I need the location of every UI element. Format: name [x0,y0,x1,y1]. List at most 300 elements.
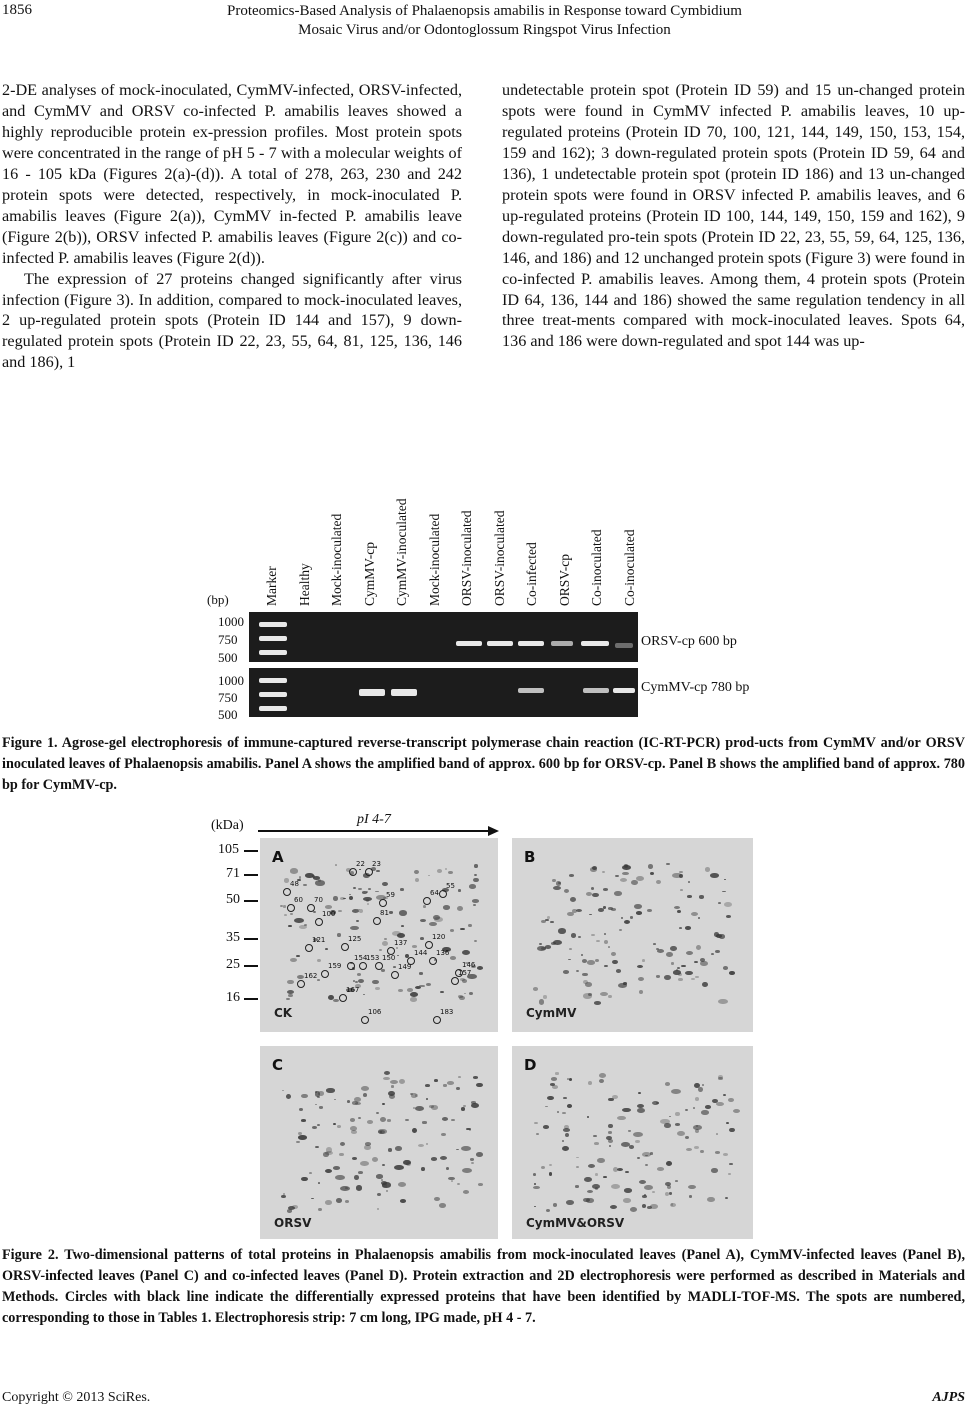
protein-spot [670,946,676,951]
protein-spot [414,870,419,874]
protein-spot [694,961,698,963]
protein-spot [303,884,306,886]
gel-panel-orsv [249,612,638,662]
marker-band [259,622,287,627]
identified-spot-circle [305,944,313,952]
protein-spot [679,927,682,929]
protein-spot [474,864,478,867]
protein-spot [461,1107,466,1111]
protein-spot [354,1175,360,1180]
pcr-band [456,641,482,646]
protein-spot [539,943,542,945]
protein-spot [718,1077,722,1080]
marker-band [259,692,287,697]
protein-spot [695,1129,699,1133]
protein-spot [571,933,576,937]
protein-spot [384,1071,390,1075]
lane-label: Co-inoculated [589,529,604,606]
protein-spot [674,906,681,909]
protein-spot [623,1198,631,1202]
protein-spot [603,906,606,908]
protein-spot [351,1130,357,1134]
spot-number: 154 [354,954,368,962]
pcr-band [518,688,544,693]
protein-spot [650,872,654,876]
protein-spot [595,959,599,962]
protein-spot [340,1186,350,1191]
protein-spot [451,1180,453,1182]
protein-spot [290,958,297,962]
protein-spot [624,1188,632,1192]
protein-spot [545,1106,548,1108]
identified-spot-circle [423,897,431,905]
protein-spot [457,906,463,911]
protein-spot [309,1172,312,1174]
protein-spot [705,867,710,871]
lane-label: ORSV-inoculated [459,510,474,606]
protein-spot [365,1142,371,1145]
protein-spot [666,1161,672,1166]
protein-spot [664,975,671,980]
protein-spot [301,1094,307,1098]
spot-number: 167 [346,986,360,994]
protein-spot [448,871,453,874]
protein-spot [592,893,599,898]
protein-spot [628,1130,631,1132]
protein-spot [581,954,584,956]
marker-band [259,650,287,655]
protein-spot [576,1157,579,1159]
protein-spot [689,1195,692,1198]
protein-spot [473,878,479,883]
protein-spot [387,1119,391,1121]
protein-spot [347,1100,351,1103]
protein-spot [426,1143,428,1145]
protein-spot [680,889,683,891]
protein-spot [669,1192,672,1194]
protein-spot [715,1151,720,1154]
marker-band [259,636,287,641]
protein-spot [382,1103,385,1106]
protein-spot [445,868,448,871]
protein-spot [592,866,597,870]
protein-spot [666,952,673,957]
protein-spot [565,1133,569,1137]
protein-spot [394,1165,404,1170]
protein-spot [399,1079,405,1084]
protein-spot [380,1131,383,1133]
mw-tick: 71 [226,866,240,881]
protein-spot [715,950,720,953]
protein-spot [356,920,360,922]
protein-spot [647,909,653,913]
protein-spot [534,1206,536,1208]
identified-spot-circle [375,962,383,970]
protein-spot [450,929,454,932]
protein-spot [550,921,553,923]
protein-spot [539,999,544,1004]
protein-spot [603,1176,607,1178]
protein-spot [337,933,342,937]
gel-panel-b [512,838,753,1032]
protein-spot [420,937,424,940]
gel-panel-a [260,838,498,1032]
protein-spot [575,1185,580,1188]
protein-spot [340,1142,346,1147]
protein-spot [687,895,691,898]
protein-spot [461,1146,471,1151]
protein-spot [440,991,444,993]
fig1-label-orsv: ORSV-cp 600 bp [641,634,737,649]
spot-number: 100 [322,910,336,918]
protein-spot [426,1098,428,1100]
panel-letter: C [272,1056,284,1074]
protein-spot [695,1097,699,1101]
protein-spot [630,1207,637,1212]
protein-spot [358,1117,361,1119]
protein-spot [287,980,294,985]
protein-spot [282,1090,284,1092]
panel-footer: ORSV [274,1216,312,1230]
protein-spot [386,1190,389,1192]
protein-spot [724,879,726,881]
protein-spot [621,917,623,919]
protein-spot [377,1193,382,1197]
protein-spot [301,1177,307,1182]
protein-spot [700,1150,704,1153]
protein-spot [696,945,701,950]
protein-spot [642,1204,646,1208]
protein-spot [712,1099,718,1103]
protein-spot [622,865,631,870]
protein-spot [576,1166,580,1168]
protein-spot [675,1123,680,1126]
fig2-pi-label: pI 4-7 [357,812,391,827]
protein-spot [553,1203,558,1207]
protein-spot [367,1120,373,1124]
protein-spot [642,959,646,962]
protein-spot [473,1076,478,1079]
protein-spot [678,973,681,976]
protein-spot [352,1157,357,1160]
pcr-band [581,641,609,646]
protein-spot [286,998,290,1000]
protein-spot [335,864,337,866]
protein-spot [433,915,440,920]
protein-spot [610,1205,617,1209]
protein-spot [562,1112,566,1114]
protein-spot [398,1182,406,1187]
fig1-tick: 750 [218,690,238,705]
protein-spot [534,1122,538,1124]
protein-spot [600,992,608,996]
protein-spot [474,874,477,876]
lane-label: Mock-inoculated [426,513,442,606]
mw-tick: 25 [226,957,240,972]
protein-spot [281,1195,287,1199]
protein-spot [336,1198,342,1203]
protein-spot [379,949,382,951]
protein-spot [676,969,678,971]
protein-spot [694,1146,699,1149]
identified-spot-circle [283,888,291,896]
protein-spot [434,1079,438,1082]
pcr-band [583,688,609,693]
spot-number: 22 [356,860,365,868]
protein-spot [584,1177,592,1182]
protein-spot [431,1157,437,1160]
protein-spot [549,1172,553,1175]
figure-2-caption: Figure 2. Two-dimensional patterns of total proteins in Phalaenopsis amabilis from mock-inoculated leaves (Panel A), CymMV-infected leaves (Panel B), ORSV-infected leaves (Panel C) and co-infected leaves (Panel D). Protein extraction and 2D electrophoresis were performed as described in Materials and Methods. Circles with black line indicate the differentially expressed proteins that have been identified by MADLI-TOF-MS. The spots are numbered, corresponding to those in Tables 1. Electrophoresis strip: 7 cm long, IPG made, pH 4 - 7. [2,1247,965,1326]
spot-number: 59 [386,891,395,899]
identified-spot-circle [349,868,357,876]
protein-spot [572,909,577,913]
protein-spot [410,992,418,997]
protein-spot [685,1136,689,1139]
protein-spot [391,1085,394,1087]
protein-spot [372,1157,378,1162]
protein-spot [288,925,291,927]
protein-spot [537,946,546,951]
protein-spot [710,873,720,878]
protein-spot [657,1167,664,1171]
protein-spot [358,888,362,890]
spot-number: 162 [304,972,318,980]
protein-spot [319,1106,323,1108]
protein-spot [362,891,367,894]
protein-spot [333,896,338,900]
protein-spot [401,925,404,927]
protein-spot [283,905,286,907]
protein-spot [437,869,442,873]
protein-spot [622,872,629,876]
protein-spot [546,1209,551,1213]
protein-spot [677,910,681,913]
spot-number: 121 [312,936,326,944]
protein-spot [685,971,693,976]
protein-spot [593,1135,597,1138]
identified-spot-circle [315,918,323,926]
protein-spot [563,1097,567,1100]
protein-spot [450,956,456,960]
protein-spot [634,904,642,909]
protein-spot [284,878,289,882]
protein-spot [617,1116,626,1121]
protein-spot [562,1140,564,1142]
protein-spot [648,864,654,869]
right-column [502,80,965,352]
protein-spot [456,1087,459,1090]
protein-spot [545,945,551,948]
protein-spot [393,966,397,968]
protein-spot [315,1104,317,1106]
protein-spot [325,1200,332,1205]
paragraph: The expression of 27 proteins changed significantly after virus infection (Figure 3). In addition, compared to mock-inoculated leaves, 2 up-regulated protein spots (Protein ID 144 and 157), 9 down-regulated protein spots (Protein ID 22, 23, 55, 64, 81, 125, 136, 146 and 186), 1 [2,269,462,372]
protein-spot [569,948,572,950]
protein-spot [553,886,561,890]
identified-spot-circle [287,904,295,912]
protein-spot [419,972,423,974]
running-title-line2: Mosaic Virus and/or Odontoglossum Ringspot Virus Infection [298,22,671,38]
protein-spot [558,882,561,884]
protein-spot [464,993,467,995]
protein-spot [415,986,421,989]
protein-spot [462,950,470,955]
protein-spot [562,1146,569,1151]
protein-spot [552,1085,558,1089]
protein-spot [533,1173,537,1176]
protein-spot [363,1093,367,1097]
protein-spot [553,940,562,945]
protein-spot [729,1163,733,1166]
protein-spot [469,992,473,995]
protein-spot [372,980,378,985]
protein-spot [389,911,394,914]
protein-spot [292,1205,298,1209]
protein-spot [375,891,379,893]
protein-spot [294,918,304,923]
protein-spot [547,916,551,919]
spot-number: 64 [430,889,439,897]
protein-spot [472,899,479,903]
protein-spot [599,1073,606,1078]
spot-number: 120 [432,933,446,941]
protein-spot [460,978,465,981]
protein-spot [311,1198,314,1200]
paragraph: undetectable protein spot (Protein ID 59) and 15 un-changed protein spots were found in CymMV infected P. amabilis leaves, 10 up-regulated proteins (Protein ID 70, 100, 121, 144, 149, 150, 153, 154, 159 and 162); 3 down-regulated protein spots (Protein ID 59, 64 and 136), 1 undetectable protein spot (protein ID 186) and 13 un-changed protein spots were found in ORSV infected P. amabilis leaves, and 6 up-regulated proteins (Protein ID 100, 144, 149, 150, 159 and 162), 9 down-regulated pro-tein spots (Protein ID 22, 23, 55, 59, 64, 125, 136, 146, and 186) and 12 unchanged protein spots (Figure 3) were found in co-infected P. amabilis leaves. Among them, 4 protein spots (Protein ID 64, 136, 144 and 186) showed the same regulation tendency in all three treat-ments compared with mock-inoculated leaves. Spots 64, 136 and 186 were down-regulated and spot 144 was up- [502,81,965,351]
protein-spot [333,1166,340,1170]
protein-spot [358,1171,363,1174]
protein-spot [596,940,600,942]
left-column [2,80,462,373]
protein-spot [367,903,369,905]
protein-spot [380,1117,386,1122]
protein-spot [591,934,595,936]
protein-spot [733,1109,741,1113]
protein-spot [576,909,582,912]
protein-spot [543,1125,549,1129]
protein-spot [702,1084,704,1086]
protein-spot [623,982,627,985]
protein-spot [598,908,604,912]
protein-spot [363,994,365,996]
protein-spot [647,1206,652,1209]
protein-spot [458,995,463,998]
panel-footer: CK [274,1006,293,1020]
protein-spot [639,990,643,994]
protein-spot [318,1208,322,1211]
protein-spot [361,1086,369,1091]
identified-spot-circle [439,890,447,898]
lane-label: ORSV-inoculated [491,510,507,606]
protein-spot [671,1089,681,1094]
protein-spot [723,1094,726,1096]
protein-spot [400,1199,406,1203]
pcr-band [615,643,633,648]
protein-spot [457,1183,460,1186]
protein-spot [376,1112,379,1114]
protein-spot [412,1128,417,1133]
pi-arrow [258,825,500,837]
protein-spot [549,1164,552,1166]
figure-1-caption: Figure 1. Agrose-gel electrophoresis of immune-captured reverse-transcript polymerase chain reaction (IC-RT-PCR) prod-ucts from CymMV and/or ORSV inoculated leaves of Phalaenopsis amabilis. Panel A shows the amplified band of approx. 600 bp for ORSV-cp. Panel B shows the amplified band of approx. 780 bp for CymMV-cp. [2,735,965,793]
protein-spot [657,949,664,953]
protein-spot [299,1108,303,1111]
protein-spot [469,884,476,889]
protein-spot [359,869,361,871]
pcr-band [551,641,573,646]
spot-number: 157 [458,969,472,977]
pcr-band [487,641,513,646]
protein-spot [588,1164,595,1168]
spot-number: 146 [462,961,476,969]
protein-spot [376,870,380,872]
protein-spot [296,955,300,957]
protein-spot [298,1135,307,1140]
protein-spot [671,962,674,964]
protein-spot [636,876,644,881]
protein-spot [477,966,483,970]
protein-spot [670,1203,676,1207]
protein-spot [616,969,621,972]
protein-spot [389,1094,395,1099]
protein-spot [312,1126,317,1129]
protein-spot [711,1168,718,1172]
protein-spot [638,1092,641,1094]
protein-spot [440,1156,447,1160]
protein-spot [691,978,695,980]
protein-spot [358,979,364,983]
identified-spot-circle [347,962,355,970]
spot-number: 153 [366,954,380,962]
protein-spot [620,878,627,882]
spot-number: 183 [440,1008,454,1016]
protein-spot [675,1112,679,1116]
protein-spot [615,875,619,877]
identified-spot-circle [451,977,459,985]
protein-spot [637,1157,640,1159]
protein-spot [681,965,686,967]
protein-spot [686,1148,693,1152]
protein-spot [630,916,633,918]
lane-label: ORSV-cp [556,553,572,606]
identified-spot-circle [339,994,347,1002]
protein-spot [428,875,430,877]
protein-spot [395,1146,402,1151]
protein-spot [724,902,732,907]
protein-spot [317,1124,320,1126]
lane-label: Co-infected [524,542,539,606]
pcr-band [359,689,385,696]
protein-spot [644,1185,653,1190]
protein-spot [426,983,431,986]
protein-spot [376,1174,383,1178]
protein-spot [614,891,622,896]
fig1-tick: 1000 [218,673,244,688]
protein-spot [711,953,714,955]
protein-spot [592,1184,600,1189]
protein-spot [315,1146,319,1148]
protein-spot [423,905,426,908]
protein-spot [604,965,607,967]
protein-spot [399,910,407,915]
protein-spot [656,975,661,978]
protein-spot [639,1180,646,1184]
protein-spot [645,1164,648,1166]
protein-spot [355,981,357,983]
protein-spot [695,976,698,979]
protein-spot [415,1106,424,1111]
